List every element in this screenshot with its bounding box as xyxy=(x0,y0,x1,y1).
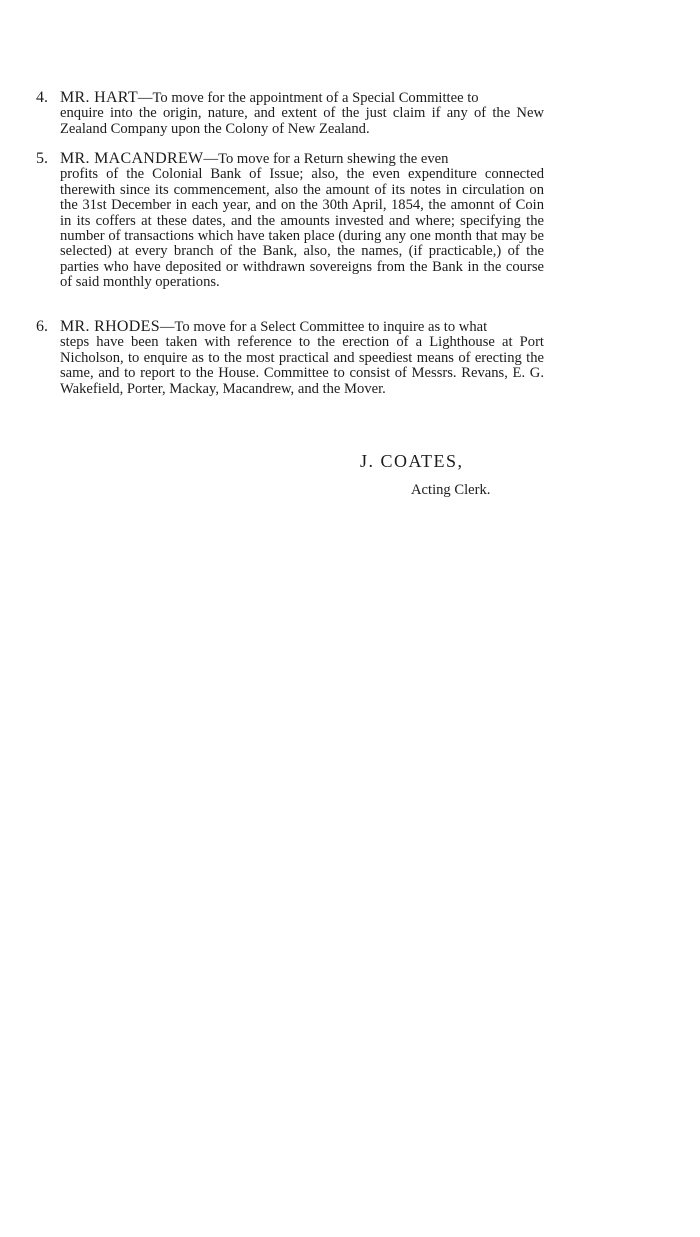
notice-mover: MR. MACANDREW xyxy=(60,150,204,167)
signature-title: Acting Clerk. xyxy=(411,482,491,498)
notice-first-line-text: —To move for a Return shewing the even xyxy=(203,151,449,167)
notice-number: 4. xyxy=(36,89,48,106)
notice-first-line xyxy=(36,90,544,106)
notice-mover: MR. RHODES xyxy=(60,318,160,335)
notice-number: 5. xyxy=(36,150,48,167)
signature-name: J. COATES, xyxy=(360,451,464,471)
notice-first-line-text: —To move for a Select Committee to inquire as to what xyxy=(159,319,488,335)
notice-item xyxy=(36,151,544,291)
notice-number: 6. xyxy=(36,318,48,335)
notice-first-line-text: —To move for the appointment of a Special Committee to xyxy=(137,90,479,106)
notice-mover: MR. HART xyxy=(60,89,138,106)
notice-body: profits of the Colonial Bank of Issue; also, the even expenditure connected therewith since its commencement, also the amount of its notes in circulation on the 31st December in each year, and on the 30th April, 1854, the amonnt of Coin in its coffers at these dates, and the amounts invested and where; specifying the number of transactions which have taken place (during any one month that may be selected) at every branch of the Bank, also, the names, (if practicable,) of the parties who have deposited or withdrawn sovereigns from the Bank in the course of said monthly operations. xyxy=(60,166,544,291)
notice-first-line xyxy=(36,319,544,335)
notice-body: steps have been taken with reference to the erection of a Lighthouse at Port Nicholson, to enquire as to the most practical and speediest means of erecting the same, and to report to the House. Committee to consist of Messrs. Revans, E. G. Wakefield, Porter, Mackay, Macandrew, and the Mover. xyxy=(60,334,544,397)
notice-body: enquire into the origin, nature, and extent of the just claim if any of the New Zealand Company upon the Colony of New Zealand. xyxy=(60,105,544,137)
notice-item xyxy=(36,90,544,137)
notice-first-line xyxy=(36,151,544,167)
notice-item xyxy=(36,319,544,397)
